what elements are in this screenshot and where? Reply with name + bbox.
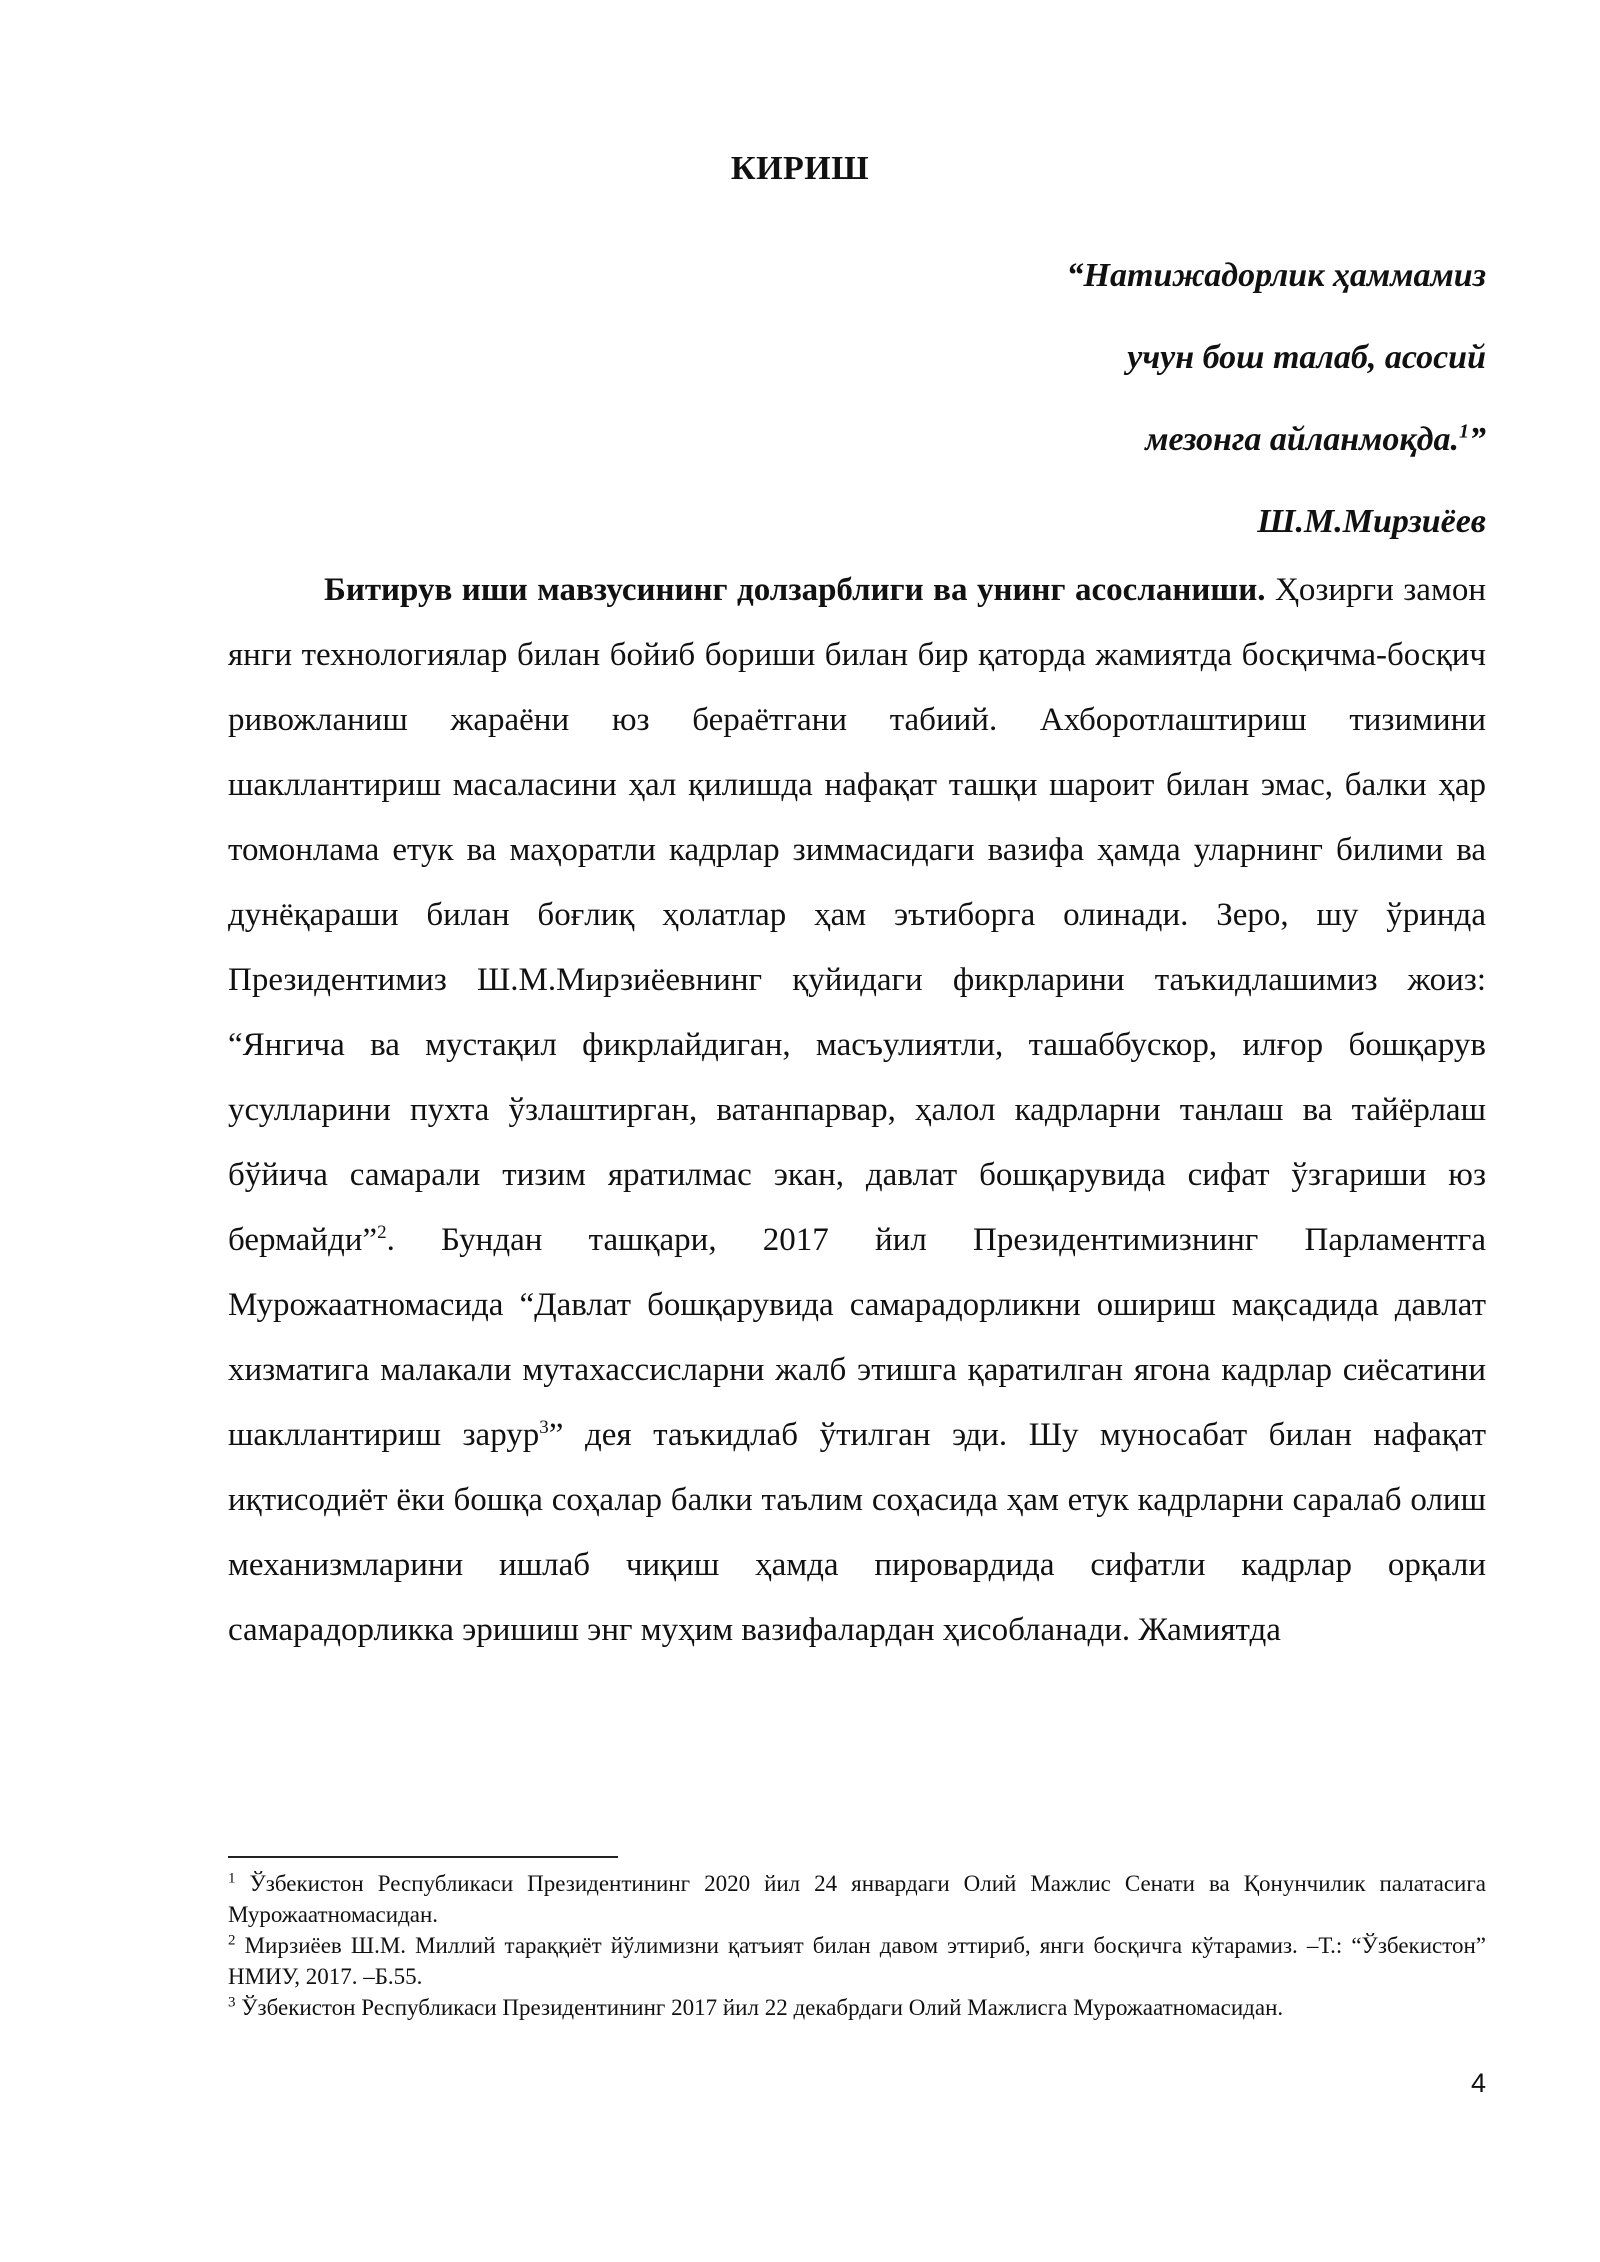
page-title: КИРИШ [730, 150, 870, 187]
footnote-mark: 3 [228, 1994, 236, 2011]
epigraph-author: Ш.М.Мирзиёев [1257, 503, 1486, 540]
epigraph-line-2: учун бош талаб, асосий [1127, 339, 1486, 376]
epigraph-quote-close: ” [1469, 421, 1486, 458]
epigraph-line-3-text: мезонга айланмоқда. [1145, 421, 1459, 458]
section-lead-heading: Битирув иши мавзусининг долзарблиги ва унинг асосланиши. [324, 572, 1266, 608]
footnote-text: Ўзбекистон Республикаси Президентининг 2017 йил 22 декабрдаги Олий Мажлисга Мурожаатномасидан. [241, 1995, 1284, 2020]
footnote-item [228, 1992, 1486, 2023]
footnote-ref-2[interactable]: 2 [377, 1222, 387, 1243]
body-text-part-1: Ҳозирги замон янги технологиялар билан бойиб бориши билан бир қаторда жамиятда босқичма-босқич ривожланиш жараёни юз бераётгани табиий. Ахборотлаштириш тизимини шакллантириш масаласини ҳал қилишда нафақат ташқи шароит билан эмас, балки ҳар томонлама етук ва маҳоратли кадрлар зиммасидаги вазифа ҳамда уларнинг билими ва дунёқараши билан боғлиқ ҳолатлар ҳам эътиборга олинади. Зеро, шу ўринда Президентимиз Ш.М.Мирзиёевнинг қуйидаги фикрларини таъкидлашимиз жоиз: “Янгича ва мустақил фикрлайдиган, масъулиятли, ташаббускор, илғор бошқарув усулларини пухта ўзлаштирган, ватанпарвар, ҳалол кадрларни танлаш ва тайёрлаш бўйича самарали тизим яратилмас экан, давлат бошқарувида сифат ўзгариши юз бермайди” [228, 572, 1486, 1258]
footnote-text: Мирзиёев Ш.М. Миллий тараққиёт йўлимизни қатъият билан давом эттириб, янги босқичга кўтарамиз. –Т.: “Ўзбекистон” НМИУ, 2017. –Б.55. [228, 1933, 1486, 1989]
footnote-ref-3[interactable]: 3 [539, 1417, 549, 1438]
epigraph [1067, 248, 1486, 550]
body-paragraph [228, 558, 1486, 1663]
epigraph-line-1: “Натижадорлик ҳаммамиз [1066, 257, 1486, 294]
footnote-ref-1[interactable]: 1 [1459, 420, 1469, 443]
footnote-separator [228, 1856, 618, 1858]
footnote-item [228, 1930, 1486, 1992]
body-text-part-2: . Бундан ташқари, 2017 йил Президентимизнинг Парламентга Мурожаатномасида “Давлат бошқарувида самарадорликни ошириш мақсадида давлат хизматига малакали мутахассисларни жалб этишга қаратилган ягона кадрлар сиёсатини шакллантириш зарур [228, 1222, 1486, 1453]
footnotes [228, 1868, 1486, 2023]
footnote-mark: 1 [228, 1870, 236, 1887]
footnote-item [228, 1868, 1486, 1930]
epigraph-line-3 [1067, 412, 1486, 494]
page-number: 4 [1470, 2068, 1486, 2098]
footnote-text: Ўзбекистон Республикаси Президентининг 2020 йил 24 январдаги Олий Мажлис Сенати ва Қонунчилик палатасига Мурожаатномасидан. [228, 1871, 1487, 1927]
body-text-part-3: ” дея таъкидлаб ўтилган эди. Шу муносабат билан нафақат иқтисодиёт ёки бошқа соҳалар балки таълим соҳасида ҳам етук кадрларни саралаб олиш механизмларини ишлаб чиқиш ҳамда пировардида сифатли кадрлар орқали самарадорликка эришиш энг муҳим вазифалардан ҳисобланади. Жамиятда [228, 1417, 1486, 1648]
footnote-mark: 2 [228, 1932, 236, 1949]
